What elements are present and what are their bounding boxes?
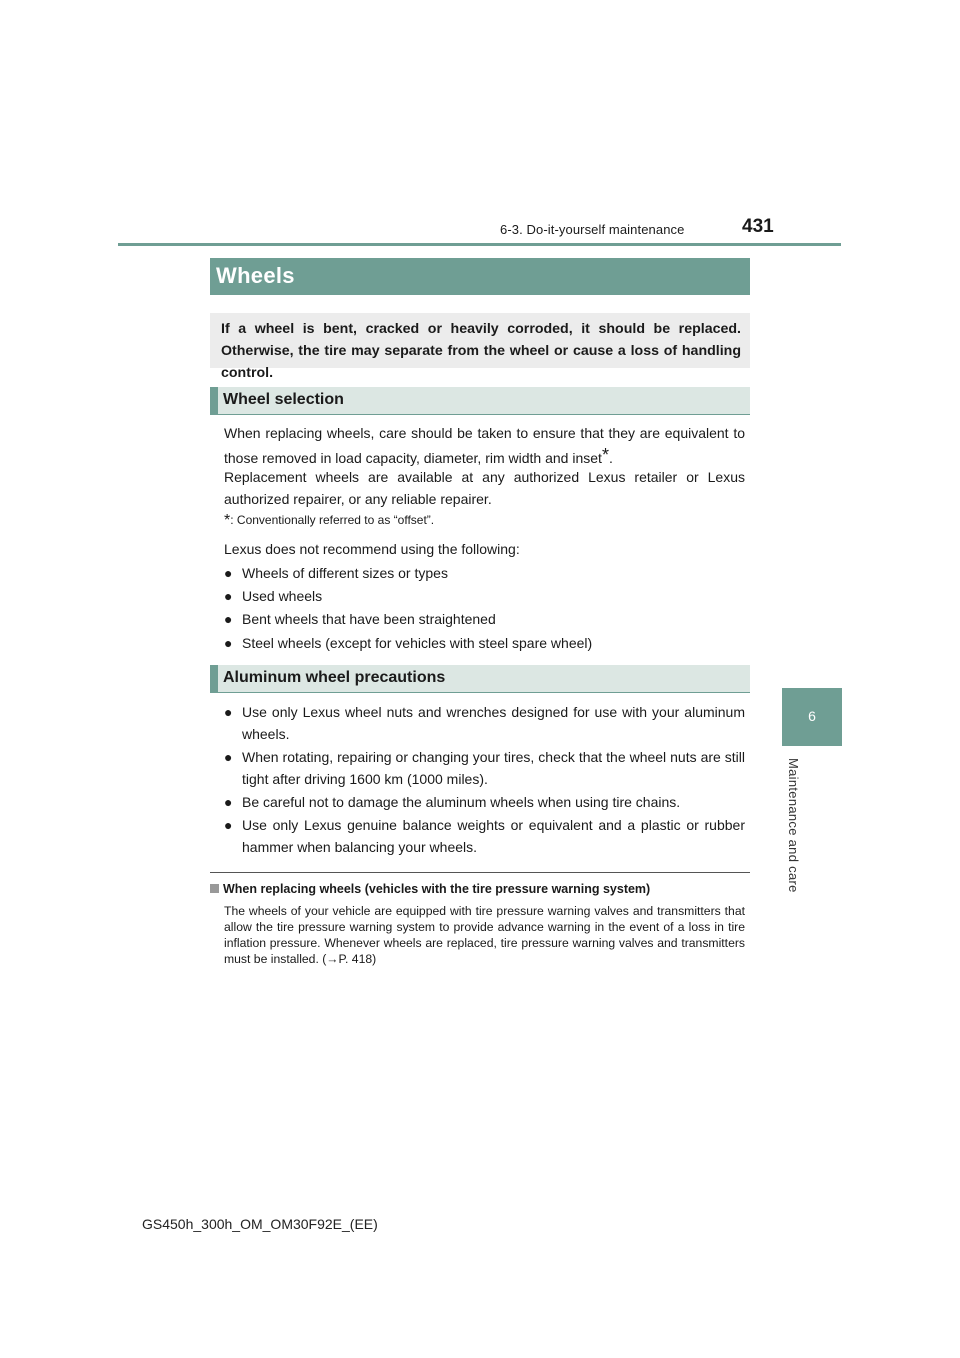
list-item (224, 746, 745, 790)
list-item (224, 608, 745, 630)
section-divider (210, 872, 750, 873)
wheel-selection-paragraph-2: Replacement wheels are available at any authorized Lexus retailer or Lexus authorized repairer, or any reliable repairer. (224, 469, 745, 507)
wheel-selection-heading: Wheel selection (223, 391, 344, 408)
bullet-icon: ● (224, 565, 233, 581)
footnote (224, 512, 434, 530)
list-item (224, 562, 745, 584)
footnote-text: : Conventionally referred to as “offset”. (230, 513, 435, 527)
chapter-tab[interactable] (782, 688, 842, 746)
list-item (224, 701, 745, 745)
list-item-text: Use only Lexus wheel nuts and wrenches designed for use with your aluminum wheels. (242, 704, 745, 742)
list-item-text: Be careful not to damage the aluminum wheels when using tire chains. (242, 794, 681, 810)
section-title: 6-3. Do-it-yourself maintenance (500, 222, 685, 237)
para1-end: . (608, 450, 613, 466)
header-rule (118, 243, 841, 246)
list-item-text: Bent wheels that have been straightened (242, 611, 496, 627)
chapter-number: 6 (808, 708, 816, 724)
heading-accent (210, 387, 218, 414)
page-number: 431 (742, 216, 774, 237)
page-title-bar (210, 258, 750, 295)
note-body: The wheels of your vehicle are equipped with tire pressure warning valves and transmitters that allow the tire pressure warning system to provide advance warning in the event of a loss in tire inflation pressure. Whenever wheels are replaced, tire pressure warning valves and transmitters must be installed. (→P. 418) (224, 904, 745, 966)
bullet-icon: ● (224, 749, 233, 765)
document-code: GS450h_300h_OM_OM30F92E_(EE) (142, 1216, 378, 1232)
bullet-icon: ● (224, 794, 233, 810)
inset-star: * (601, 445, 609, 465)
heading-accent (210, 665, 218, 692)
bullet-icon: ● (224, 588, 233, 604)
bullet-icon: ● (224, 635, 233, 651)
intro-box (210, 313, 750, 381)
note-heading (210, 882, 650, 896)
list-item (224, 632, 745, 654)
list-item (224, 791, 745, 813)
chapter-label: Maintenance and care (786, 758, 801, 893)
aluminum-heading-bar (210, 665, 750, 693)
list-item-text: When rotating, repairing or changing your tires, check that the wheel nuts are still tight after driving 1600 km (1000 miles). (242, 749, 745, 787)
aluminum-heading: Aluminum wheel precautions (223, 669, 446, 686)
footnote-star: * (224, 512, 231, 529)
square-bullet-icon (210, 884, 219, 893)
intro-text: If a wheel is bent, cracked or heavily corroded, it should be replaced. Otherwise, the tire may separate from the wheel or cause a loss of handling control. (221, 321, 741, 381)
list-item-text: Steel wheels (except for vehicles with steel spare wheel) (242, 635, 593, 651)
note-heading-text: When replacing wheels (vehicles with the tire pressure warning system) (223, 882, 651, 896)
bullet-icon: ● (224, 611, 233, 627)
bullet-icon: ● (224, 704, 233, 720)
not-recommended-text: Lexus does not recommend using the following: (224, 541, 520, 557)
list-item (224, 585, 745, 607)
list-item-text: Use only Lexus genuine balance weights or equivalent and a plastic or rubber hammer when balancing your wheels. (242, 817, 745, 855)
wheel-selection-heading-bar (210, 387, 750, 415)
list-item-text: Used wheels (242, 588, 323, 604)
para1-text: When replacing wheels, care should be taken to ensure that they are equivalent to those removed in load capacity, diameter, rim width and inset (224, 425, 745, 466)
wheel-selection-paragraph-1 (224, 422, 745, 469)
bullet-icon: ● (224, 817, 233, 833)
list-item (224, 814, 745, 858)
list-item-text: Wheels of different sizes or types (242, 565, 448, 581)
page-title: Wheels (216, 263, 295, 288)
